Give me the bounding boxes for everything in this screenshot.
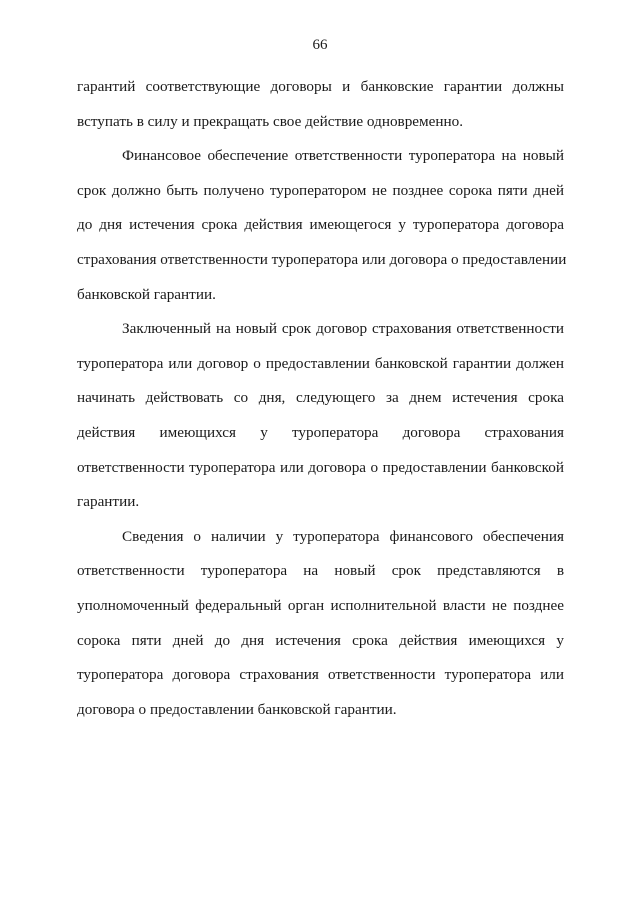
text-line: сорока пяти дней до дня истечения срока действия имеющихся у xyxy=(77,631,564,649)
text-line: гарантий соответствующие договоры и банковские гарантии должны xyxy=(77,78,564,95)
text-line: банковской гарантии. xyxy=(77,285,216,303)
text-line: начинать действовать со дня, следующего за днем истечения срока xyxy=(77,389,564,407)
text-line: Сведения о наличии у туроператора финансового обеспечения xyxy=(122,527,564,545)
text-line: до дня истечения срока действия имеющегося у туроператора договора xyxy=(77,216,564,234)
text-line: вступать в силу и прекращать свое действие одновременно. xyxy=(77,112,464,130)
text-line: туроператора договора страхования ответственности туроператора или xyxy=(77,666,564,684)
text-line: срок должно быть получено туроператором не позднее сорока пяти дней xyxy=(77,181,564,199)
text-line: Финансовое обеспечение ответственности туроператора на новый xyxy=(122,147,564,165)
text-line: ответственности туроператора на новый срок представляются в xyxy=(77,562,564,580)
text-line: действия имеющихся у туроператора договора страхования xyxy=(77,423,564,441)
text-line: Заключенный на новый срок договор страхования ответственности xyxy=(122,320,564,338)
text-line: страхования ответственности туроператора или договора о предоставлении xyxy=(77,250,567,268)
text-line: ответственности туроператора или договора о предоставлении банковской xyxy=(77,458,564,476)
paragraph xyxy=(77,528,564,736)
document-body xyxy=(77,78,567,735)
paragraph xyxy=(77,147,567,320)
paragraph xyxy=(77,320,564,528)
paragraph xyxy=(77,78,564,147)
text-line: уполномоченный федеральный орган исполнительной власти не позднее xyxy=(77,596,564,614)
page-number: 66 xyxy=(312,37,328,53)
text-line: туроператора или договор о предоставлении банковской гарантии должен xyxy=(77,354,564,372)
text-line: договора о предоставлении банковской гарантии. xyxy=(77,700,397,718)
text-line: гарантии. xyxy=(77,493,140,511)
